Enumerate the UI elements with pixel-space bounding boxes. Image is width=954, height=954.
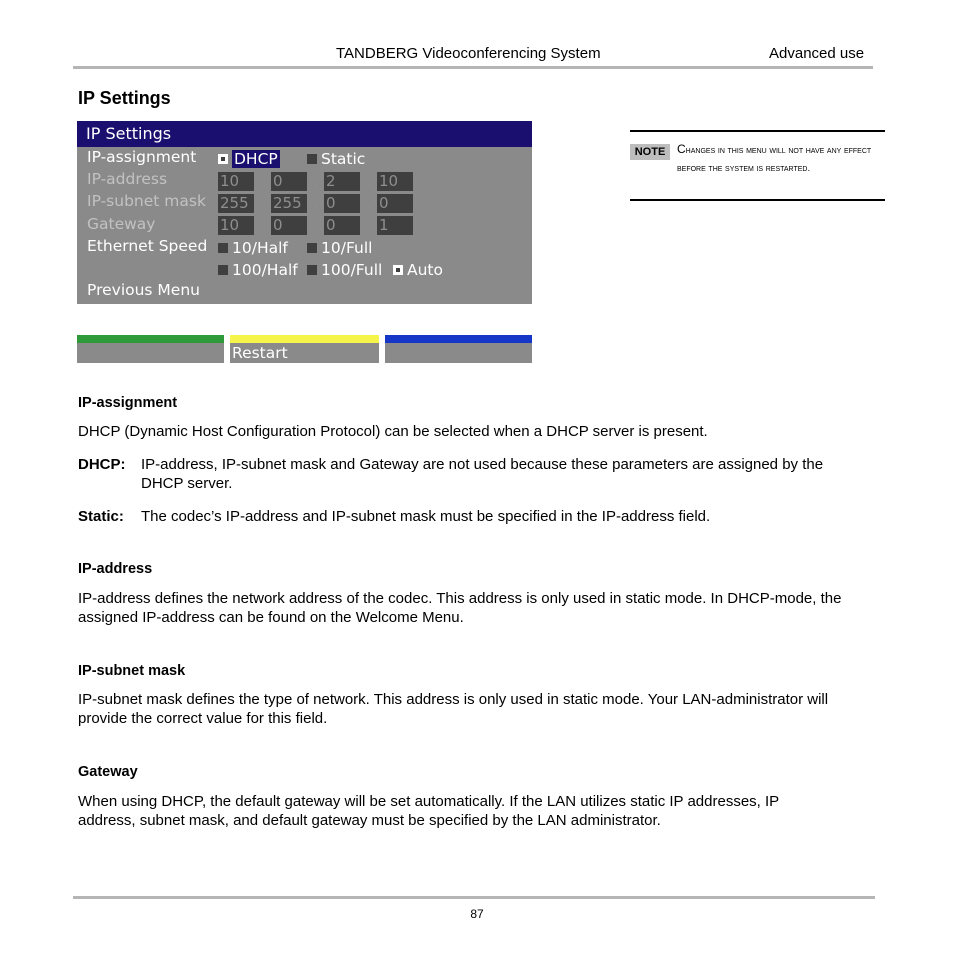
osd-title-bar xyxy=(77,121,532,147)
osd-option-10-half[interactable]: 10/Half xyxy=(218,238,288,258)
gateway-octet-3[interactable]: 0 xyxy=(324,216,360,235)
section-heading-subnet-mask: IP-subnet mask xyxy=(78,663,186,679)
osd-option-dhcp[interactable]: DHCP xyxy=(218,149,280,169)
radio-unselected-icon xyxy=(307,265,317,275)
dhcp-description: IP-address, IP-subnet mask and Gateway are not used because these parameters are assigned by the DHCP server. xyxy=(141,456,824,492)
subnet-mask-body: IP-subnet mask defines the type of network. This address is only used in static mode. Your LAN-administrator will provide the correct value for this field. xyxy=(78,691,829,727)
radio-unselected-icon xyxy=(218,265,228,275)
section-heading-ip-address: IP-address xyxy=(78,561,153,577)
soft-button-blue[interactable] xyxy=(385,335,532,363)
gateway-octet-2[interactable]: 0 xyxy=(271,216,307,235)
blue-indicator xyxy=(385,335,532,343)
note-badge: NOTE xyxy=(630,144,670,160)
octet-separator: . xyxy=(260,194,265,212)
ip-address-body: IP-address defines the network address of the codec. This address is only used in static mode. In DHCP-mode, the assigned IP-address can be found on the Welcome Menu. xyxy=(78,590,842,626)
osd-subnet-mask-label: IP-subnet mask xyxy=(87,192,206,210)
octet-separator: . xyxy=(260,216,265,234)
section-heading-gateway: Gateway xyxy=(78,764,138,780)
green-indicator xyxy=(77,335,224,343)
ip-address-octet-4[interactable]: 10 xyxy=(377,172,413,191)
static-term: Static: xyxy=(78,508,124,525)
header-rule xyxy=(73,66,873,69)
octet-separator: . xyxy=(314,172,319,190)
ip-assignment-intro: DHCP (Dynamic Host Configuration Protocol) can be selected when a DHCP server is present. xyxy=(78,423,708,440)
yellow-indicator xyxy=(230,335,379,343)
octet-separator: . xyxy=(367,216,372,234)
radio-selected-icon xyxy=(393,265,403,275)
page-number: 87 xyxy=(470,907,484,921)
osd-option-auto[interactable]: Auto xyxy=(393,260,443,280)
osd-ip-assignment-label: IP-assignment xyxy=(87,148,197,166)
restart-label: Restart xyxy=(232,344,288,362)
footer-rule xyxy=(73,896,875,899)
osd-option-10-full[interactable]: 10/Full xyxy=(307,238,372,258)
ip-address-octet-1[interactable]: 10 xyxy=(218,172,254,191)
octet-separator: . xyxy=(367,194,372,212)
gateway-octet-1[interactable]: 10 xyxy=(218,216,254,235)
octet-separator: . xyxy=(367,172,372,190)
osd-option-static[interactable]: Static xyxy=(307,149,365,169)
radio-unselected-icon xyxy=(218,243,228,253)
ip-address-octet-3[interactable]: 2 xyxy=(324,172,360,191)
subnet-mask-octet-1[interactable]: 255 xyxy=(218,194,254,213)
radio-selected-icon xyxy=(218,154,228,164)
octet-separator: . xyxy=(314,194,319,212)
gateway-octet-4[interactable]: 1 xyxy=(377,216,413,235)
osd-option-100-full[interactable]: 100/Full xyxy=(307,260,382,280)
header-title: TANDBERG Videoconferencing System xyxy=(336,45,601,62)
octet-separator: . xyxy=(260,172,265,190)
soft-button-green[interactable] xyxy=(77,335,224,363)
dhcp-term: DHCP: xyxy=(78,456,126,473)
radio-unselected-icon xyxy=(307,154,317,164)
radio-unselected-icon xyxy=(307,243,317,253)
ip-address-octet-2[interactable]: 0 xyxy=(271,172,307,191)
note-top-rule xyxy=(630,130,885,132)
soft-button-restart[interactable] xyxy=(230,335,379,363)
note-bottom-rule xyxy=(630,199,885,201)
subnet-mask-octet-4[interactable]: 0 xyxy=(377,194,413,213)
osd-gateway-label: Gateway xyxy=(87,215,156,233)
osd-option-100-half[interactable]: 100/Half xyxy=(218,260,298,280)
note-text: Changes in this menu will not have any effect before the system is restarted. xyxy=(677,142,872,174)
osd-previous-menu[interactable]: Previous Menu xyxy=(87,281,200,299)
osd-menu xyxy=(77,121,532,304)
subnet-mask-octet-3[interactable]: 0 xyxy=(324,194,360,213)
static-description: The codec’s IP-address and IP-subnet mask must be specified in the IP-address field. xyxy=(141,508,711,525)
section-heading-ip-assignment: IP-assignment xyxy=(78,395,178,411)
osd-ip-address-label: IP-address xyxy=(87,170,168,188)
page-title: IP Settings xyxy=(78,88,171,108)
gateway-body: When using DHCP, the default gateway will be set automatically. If the LAN utilizes static IP addresses, IP address, subnet mask, and default gateway must be specified by the LAN administrator. xyxy=(78,793,779,829)
osd-title: IP Settings xyxy=(86,124,172,143)
header-section: Advanced use xyxy=(769,45,865,62)
osd-ethernet-speed-label: Ethernet Speed xyxy=(87,237,208,255)
subnet-mask-octet-2[interactable]: 255 xyxy=(271,194,307,213)
octet-separator: . xyxy=(314,216,319,234)
